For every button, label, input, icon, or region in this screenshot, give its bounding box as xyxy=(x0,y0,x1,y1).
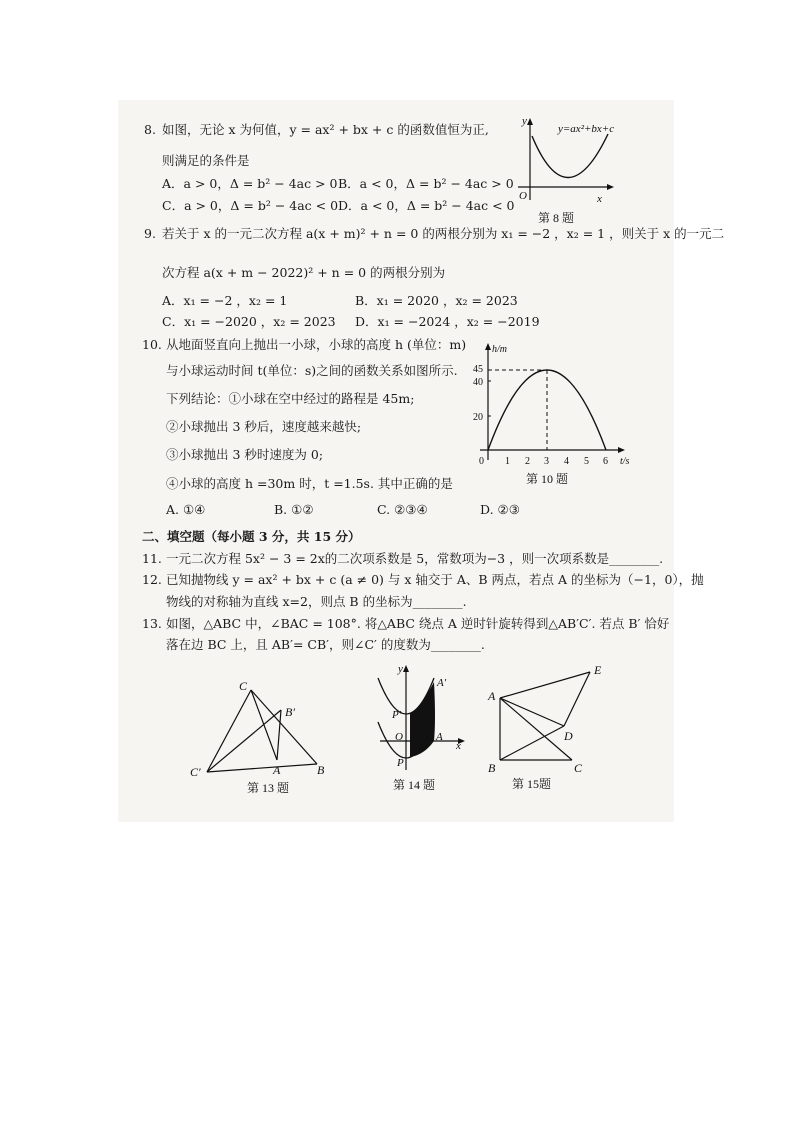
q10-line3: 下列结论：①小球在空中经过的路程是 45m; xyxy=(166,391,415,406)
q12-number: 12. xyxy=(142,572,162,587)
q13-text2: 落在边 BC 上，且 AB′= CB′，则∠C′ 的度数为________. xyxy=(166,637,485,652)
q9-stem: 若关于 x 的一元二次方程 a(x + m)² + n = 0 的两根分别为 x₁ = −2 ，x₂ = 1 ，则关于 x 的一元二 xyxy=(162,226,725,241)
q10-x-tick-4: 4 xyxy=(564,456,569,467)
fig15 xyxy=(480,660,620,798)
fig14-label-o: O xyxy=(395,731,403,743)
q13-text: 如图，△ABC 中，∠BAC = 108°. 将△ABC 绕点 A 逆时针旋转得到△AB′C′. 若点 B′ 恰好 xyxy=(166,616,670,631)
q10-option-c: C. ②③④ xyxy=(377,502,428,517)
q8-option-c: C．a > 0，Δ = b² − 4ac < 0 xyxy=(162,198,339,213)
q10-option-a: A. ①④ xyxy=(166,502,206,517)
q8-x-label: x xyxy=(597,193,602,205)
fig14-label-x: x xyxy=(456,740,461,752)
fig13-label-c-prime: C′ xyxy=(190,765,201,779)
fig15-label-c: C xyxy=(574,761,583,775)
q8-caption: 第 8 题 xyxy=(538,211,575,225)
q8-equation: y=ax²+bx+c xyxy=(558,123,615,135)
q10-line2: 与小球运动时间 t(单位：s)之间的函数关系如图所示. xyxy=(166,363,458,378)
fig13-label-c: C xyxy=(239,679,248,693)
q10-y-label: h/m xyxy=(492,344,507,355)
q10-line6: ④小球的高度 h =30m 时，t =1.5s. 其中正确的是 xyxy=(166,476,453,491)
q10-line5: ③小球抛出 3 秒时速度为 0; xyxy=(166,447,324,462)
section2-title: 二、填空题（每小题 3 分，共 15 分） xyxy=(142,529,361,544)
q8-option-a: A．a > 0，Δ = b² − 4ac > 0 xyxy=(162,176,338,191)
q10-stem: 从地面竖直向上抛出一小球，小球的高度 h (单位：m) xyxy=(166,337,467,352)
q9-option-b: B．x₁ = 2020 ，x₂ = 2023 xyxy=(355,293,518,308)
fig13-label-a: A xyxy=(273,763,281,777)
q12-text: 已知抛物线 y = ax² + bx + c (a ≠ 0) 与 x 轴交于 A、B 两点，若点 A 的坐标为（−1，0），抛 xyxy=(166,572,704,587)
q10-caption: 第 10 题 xyxy=(526,472,569,486)
fig13-label-b: B xyxy=(317,763,325,777)
fig13-label-b-prime: B′ xyxy=(285,705,295,719)
fig15-label-a: A xyxy=(488,689,496,703)
q10-option-b: B. ①② xyxy=(274,502,314,517)
fig14-caption: 第 14 题 xyxy=(393,778,436,792)
q11-number: 11. xyxy=(142,551,162,566)
q8-figure xyxy=(510,112,660,230)
q8-option-b: B．a < 0，Δ = b² − 4ac > 0 xyxy=(338,176,514,191)
q10-x-tick-5: 5 xyxy=(584,456,589,467)
q13-number: 13. xyxy=(142,616,162,631)
q9-number: 9. xyxy=(144,226,156,241)
q8-stem: 如图，无论 x 为何值，y = ax² + bx + c 的函数值恒为正, xyxy=(162,122,489,137)
fig14-label-p-prime: P′ xyxy=(392,709,402,721)
q10-line4: ②小球抛出 3 秒后，速度越来越快; xyxy=(166,419,362,434)
q10-option-d: D. ②③ xyxy=(480,502,520,517)
q9-option-a: A．x₁ = −2 ，x₂ = 1 xyxy=(162,293,288,308)
q8-y-label: y xyxy=(522,115,527,127)
q8-number: 8. xyxy=(144,122,156,137)
q10-x-label: t/s xyxy=(620,456,630,467)
fig14-label-p: P xyxy=(397,757,404,769)
fig14-label-a: A xyxy=(436,731,443,743)
q10-x-tick-3: 3 xyxy=(544,456,549,467)
fig15-label-d: D xyxy=(564,729,573,743)
q10-x-tick-1: 1 xyxy=(505,456,510,467)
fig15-caption: 第 15题 xyxy=(512,777,552,791)
q10-y-tick-20: 20 xyxy=(473,412,483,423)
fig14-label-a-prime: A′ xyxy=(437,677,447,689)
q9-option-c: C．x₁ = −2020 ，x₂ = 2023 xyxy=(162,314,336,329)
fig14-label-y: y xyxy=(398,663,403,675)
q12-text2: 物线的对称轴为直线 x=2，则点 B 的坐标为________. xyxy=(166,594,467,609)
fig15-label-e: E xyxy=(594,663,602,677)
q10-x-tick-2: 2 xyxy=(525,456,530,467)
fig14 xyxy=(370,660,480,798)
q10-number: 10. xyxy=(142,337,162,352)
q10-x-tick-6: 6 xyxy=(603,456,608,467)
q8-origin: O xyxy=(519,190,527,202)
fig13 xyxy=(185,668,345,798)
q9-option-d: D．x₁ = −2024 ，x₂ = −2019 xyxy=(355,314,540,329)
q9-stem2: 次方程 a(x + m − 2022)² + n = 0 的两根分别为 xyxy=(162,265,446,280)
q8-sub: 则满足的条件是 xyxy=(162,153,250,168)
q10-figure xyxy=(470,338,640,488)
q11-text: 一元二次方程 5x² − 3 = 2x的二次项系数是 5，常数项为−3 ，则一次项系数是________. xyxy=(166,551,664,566)
fig13-caption: 第 13 题 xyxy=(247,781,290,795)
q8-option-d: D．a < 0，Δ = b² − 4ac < 0 xyxy=(338,198,515,213)
q10-y-tick-45: 45 xyxy=(473,364,483,375)
q10-origin: 0 xyxy=(479,456,484,467)
fig15-label-b: B xyxy=(488,761,496,775)
q10-y-tick-40: 40 xyxy=(473,377,483,388)
